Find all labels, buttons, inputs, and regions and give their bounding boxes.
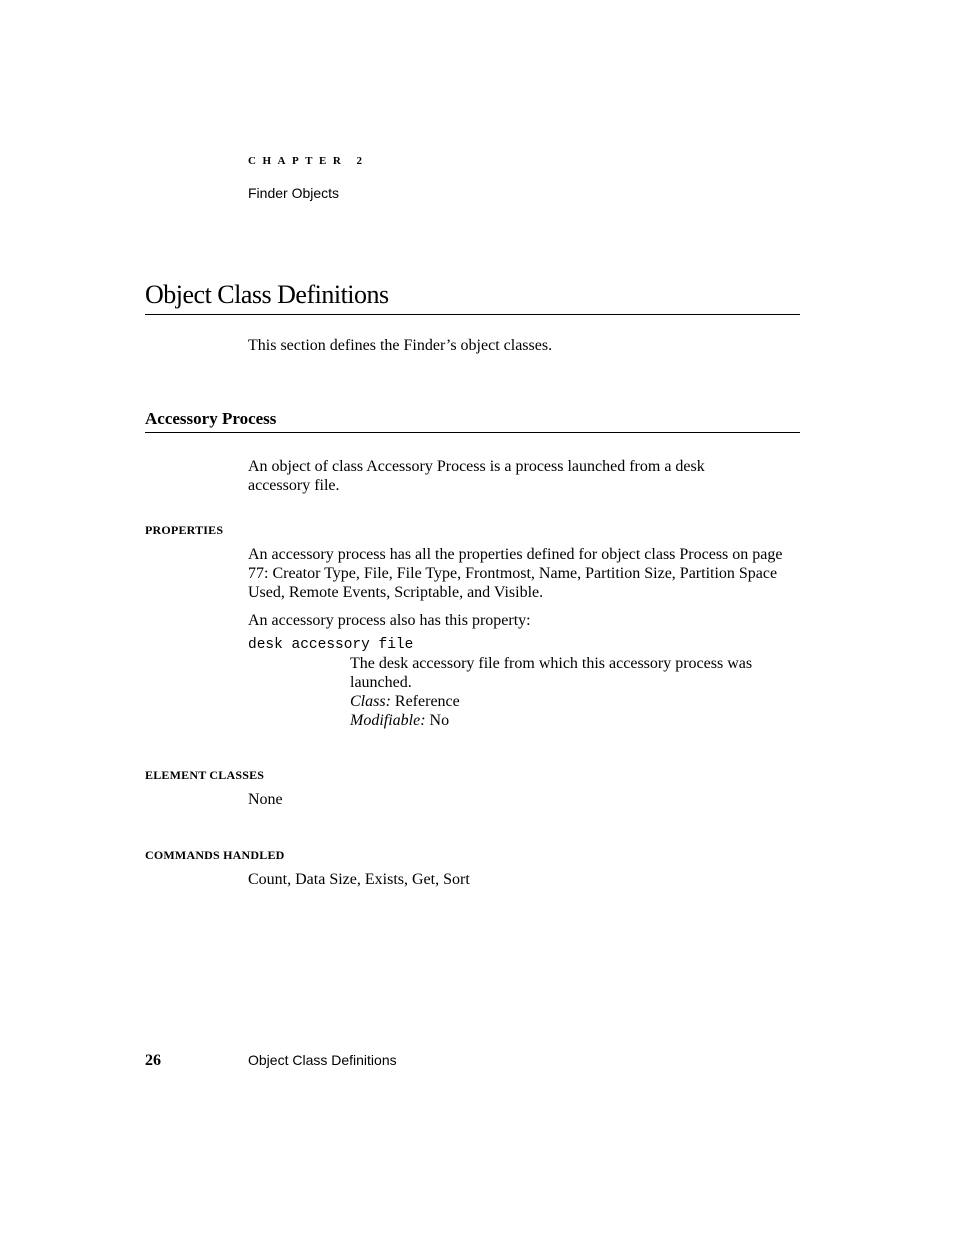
element-classes-heading: ELEMENT CLASSES — [145, 768, 265, 782]
property-modifiable-label: Modifiable: — [350, 712, 426, 729]
element-classes-value: None — [248, 791, 283, 808]
commands-handled-heading: COMMANDS HANDLED — [145, 848, 285, 862]
property-modifiable-value: No — [425, 712, 450, 729]
property-description: The desk accessory file from which this accessory process was launched. — [350, 655, 753, 691]
section-title-rule — [145, 314, 800, 315]
properties-heading: PROPERTIES — [145, 523, 224, 537]
property-modifiable — [350, 711, 449, 730]
property-class-label: Class: — [350, 693, 391, 710]
footer-title: Object Class Definitions — [248, 1052, 397, 1068]
chapter-label: CHAPTER 2 — [248, 155, 369, 167]
section-title: Object Class Definitions — [145, 280, 389, 309]
section-intro: This section defines the Finder’s object classes. — [248, 337, 553, 354]
property-class-value: Reference — [390, 693, 460, 710]
property-name: desk accessory file — [248, 637, 414, 653]
page-number: 26 — [145, 1052, 161, 1069]
property-class — [350, 692, 460, 711]
subsection-description: An object of class Accessory Process is a process launched from a desk accessory file. — [248, 458, 705, 494]
running-head: Finder Objects — [248, 185, 340, 201]
properties-paragraph-2: An accessory process also has this property: — [248, 612, 531, 629]
subsection-title-rule — [145, 432, 800, 433]
commands-handled-value: Count, Data Size, Exists, Get, Sort — [248, 871, 470, 888]
subsection-title: Accessory Process — [145, 409, 277, 428]
properties-paragraph-1: An accessory process has all the properties defined for object class Process on page 77: Creator Type, File, File Type, Frontmost, Name, Partition Size, Partition Space Used, Remote Events, Scriptable, and Visible. — [248, 546, 783, 601]
